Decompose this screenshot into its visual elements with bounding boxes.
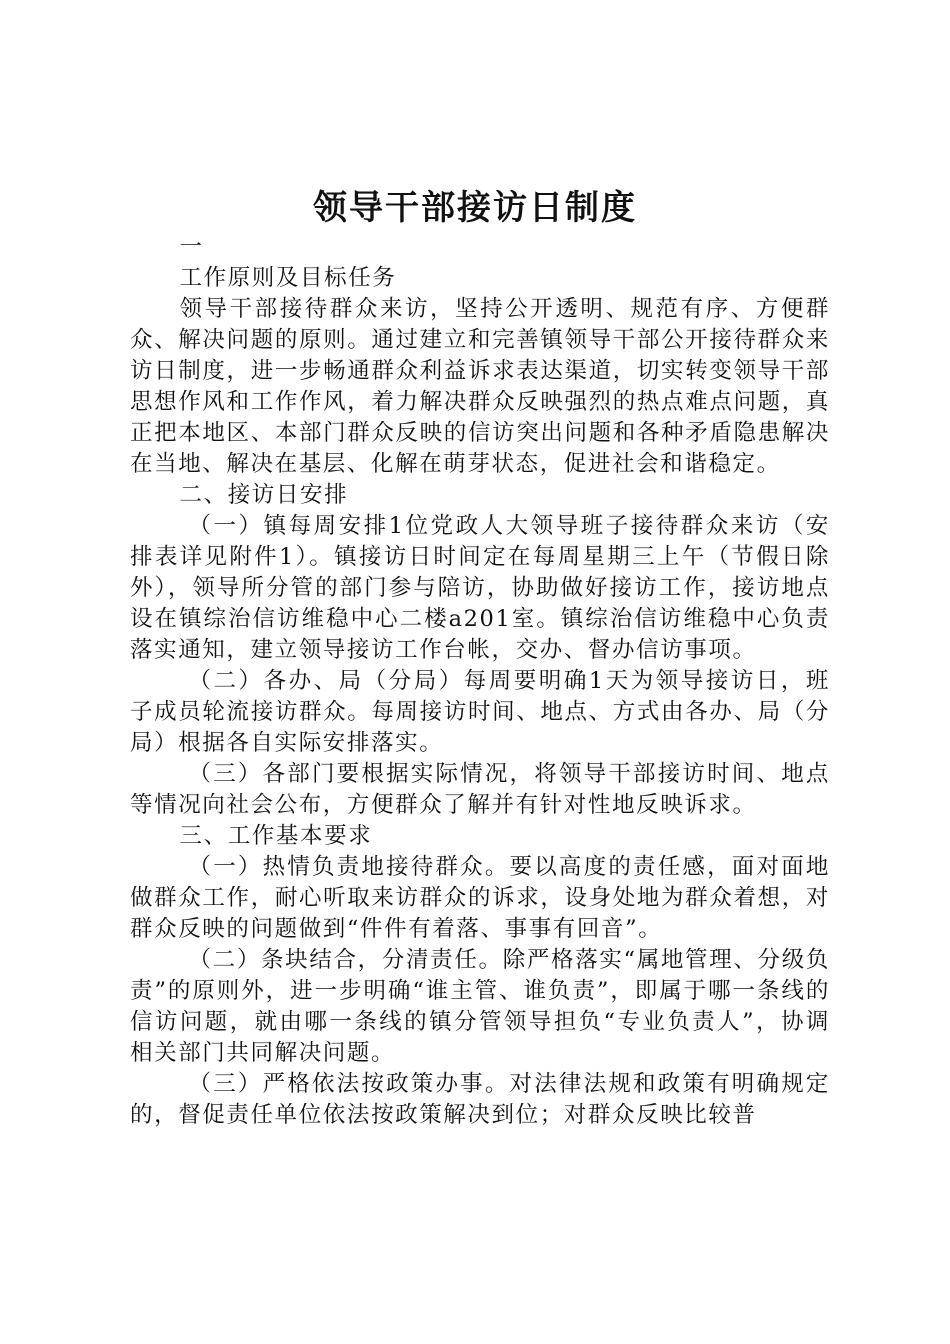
paragraph: 工作原则及目标任务 [179, 265, 397, 291]
document-title: 领导干部接访日制度 [313, 188, 637, 228]
paragraph: 领导干部接待群众来访，坚持公开透明、规范有序、方便群众、解决问题的原则。通过建立和完善镇领导干部公开接待群众来访日制度，进一步畅通群众利益诉求表达渠道，切实转变领导干部思想作风和工作作风，着力解决群众反映强烈的热点难点问题，真正把本地区、本部门群众反映的信访突出问题和各种矛盾隐患解决在当地、解决在基层、化解在萌芽状态，促进社会和谐稳定。 [130, 296, 830, 477]
paragraph: 一 [179, 234, 204, 260]
paragraph: （一）热情负责地接待群众。要以高度的责任感，面对面地做群众工作，耐心听取来访群众的诉求，设身处地为群众着想，对群众反映的问题做到“件件有着落、事事有回音”。 [130, 854, 830, 942]
section-heading: 二、接访日安排 [179, 482, 349, 508]
section-heading: 三、工作基本要求 [179, 823, 373, 849]
paragraph: （一）镇每周安排1位党政人大领导班子接待群众来访（安排表详见附件1）。镇接访日时间定在每周星期三上午（节假日除外），领导所分管的部门参与陪访，协助做好接访工作，接访地点设在镇综治信访维稳中心二楼a201室。镇综治信访维稳中心负责落实通知，建立领导接访工作台帐，交办、督办信访事项。 [130, 513, 830, 663]
paragraph: （二）条块结合，分清责任。除严格落实“属地管理、分级负责”的原则外，进一步明确“谁主管、谁负责”，即属于哪一条线的信访问题，就由哪一条线的镇分管领导担负“专业负责人”，协调相关部门共同解决问题。 [130, 947, 830, 1066]
paragraph: （三）各部门要根据实际情况，将领导干部接访时间、地点等情况向社会公布，方便群众了解并有针对性地反映诉求。 [130, 761, 830, 818]
paragraph: （二）各办、局（分局）每周要明确1天为领导接访日，班子成员轮流接访群众。每周接访时间、地点、方式由各办、局（分局）根据各自实际安排落实。 [130, 668, 830, 756]
paragraph: （三）严格依法按政策办事。对法律法规和政策有明确规定的，督促责任单位依法按政策解决到位；对群众反映比较普 [130, 1071, 830, 1128]
document-body [130, 232, 830, 1131]
